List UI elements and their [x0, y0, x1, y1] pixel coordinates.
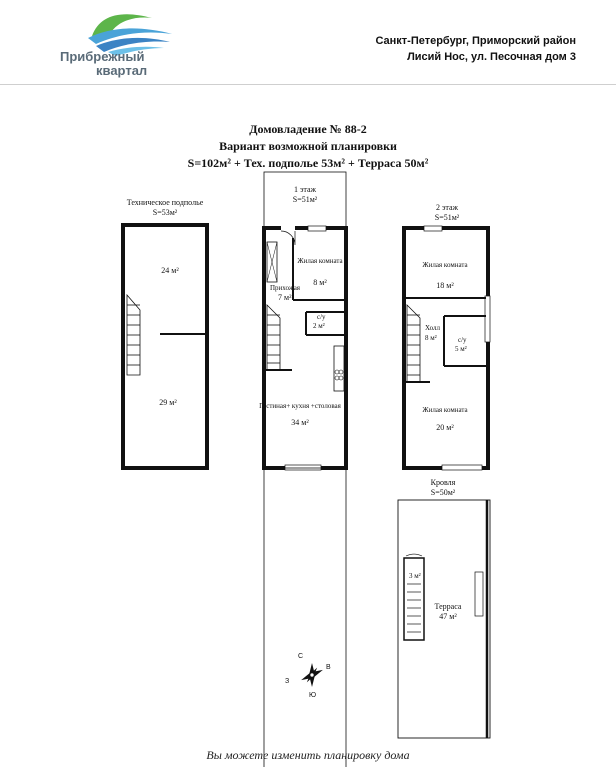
floor1-room1-name: Жилая комната — [297, 257, 343, 265]
title-line1: Домовладение № 88-2 — [249, 122, 367, 136]
floor1-room1-area: 8 м² — [313, 278, 327, 287]
floor1-title: 1 этаж — [293, 185, 317, 194]
roof-area: S=50м² — [430, 488, 456, 497]
basement-area: S=53м² — [152, 208, 178, 217]
floor2-stairs — [407, 305, 420, 382]
floor1-entry-gap — [281, 226, 295, 231]
floor1-living-name: Гостиная+ кухня +столовая — [259, 402, 341, 410]
floor1-wc-area: 2 м² — [313, 322, 325, 330]
footer-caption: Вы можете изменить планировку дома — [206, 748, 410, 762]
compass-south: Ю — [309, 692, 317, 699]
address-line1: Санкт-Петербург, Приморский район — [375, 35, 576, 47]
floor1-window-top — [308, 226, 326, 231]
plan-roof — [398, 478, 490, 738]
floor2-room2-area: 20 м² — [436, 423, 454, 432]
floor2-room2-name: Жилая комната — [422, 406, 468, 414]
floor2-room1-name: Жилая комната — [422, 261, 468, 269]
floor1-wc-name: с/у — [317, 313, 326, 321]
compass-rose-icon — [285, 653, 331, 699]
plan-floor2 — [404, 203, 490, 470]
floor2-window-bottom — [442, 465, 482, 470]
roof-title: Кровля — [430, 478, 456, 487]
title-line3: S=102м² + Тех. подполье 53м² + Терраса 50м² — [187, 156, 429, 170]
roof-stair-exit — [404, 554, 424, 640]
basement-room2-area: 29 м² — [159, 398, 177, 407]
compass-east: В — [326, 664, 331, 671]
plan-basement — [123, 198, 207, 468]
floor2-window-side — [485, 296, 490, 342]
compass-west: З — [285, 678, 290, 685]
basement-title: Техническое подполье — [126, 198, 204, 207]
brand-line1: Прибрежный — [60, 49, 145, 64]
floor2-hall-area: 8 м² — [425, 334, 437, 342]
plan-floor1 — [259, 172, 346, 767]
roof-side-element — [475, 572, 483, 616]
roof-terrace-area: 47 м² — [439, 612, 457, 621]
basement-stairs — [127, 295, 140, 375]
floor1-kitchen-counter — [334, 346, 344, 391]
floor1-stairs — [267, 305, 280, 370]
floor1-area: S=51м² — [292, 195, 318, 204]
floor1-hall-area: 7 м² — [278, 293, 292, 302]
floor1-rear-terrace — [264, 468, 346, 767]
floor2-hall-name: Холл — [425, 324, 441, 332]
title-line2: Вариант возможной планировки — [219, 139, 397, 153]
roof-terrace-name: Терраса — [434, 602, 462, 611]
roof-stair-area: 3 м² — [409, 572, 421, 580]
floor1-hall-name: Прихожая — [270, 284, 301, 292]
floor2-title: 2 этаж — [435, 203, 459, 212]
floor1-living-area: 34 м² — [291, 418, 309, 427]
compass-north: С — [298, 653, 304, 660]
basement-walls — [123, 225, 207, 468]
floor2-wc-name: с/у — [458, 336, 467, 344]
floor2-room1-area: 18 м² — [436, 281, 454, 290]
address-line2: Лисий Нос, ул. Песочная дом 3 — [407, 51, 576, 63]
floor2-area: S=51м² — [434, 213, 460, 222]
brand-line2: квартал — [96, 63, 148, 78]
floor2-window-top — [424, 226, 442, 231]
floor1-window-bottom — [285, 465, 321, 470]
basement-room1-area: 24 м² — [161, 266, 179, 275]
floor2-wc-area: 5 м² — [455, 345, 467, 353]
